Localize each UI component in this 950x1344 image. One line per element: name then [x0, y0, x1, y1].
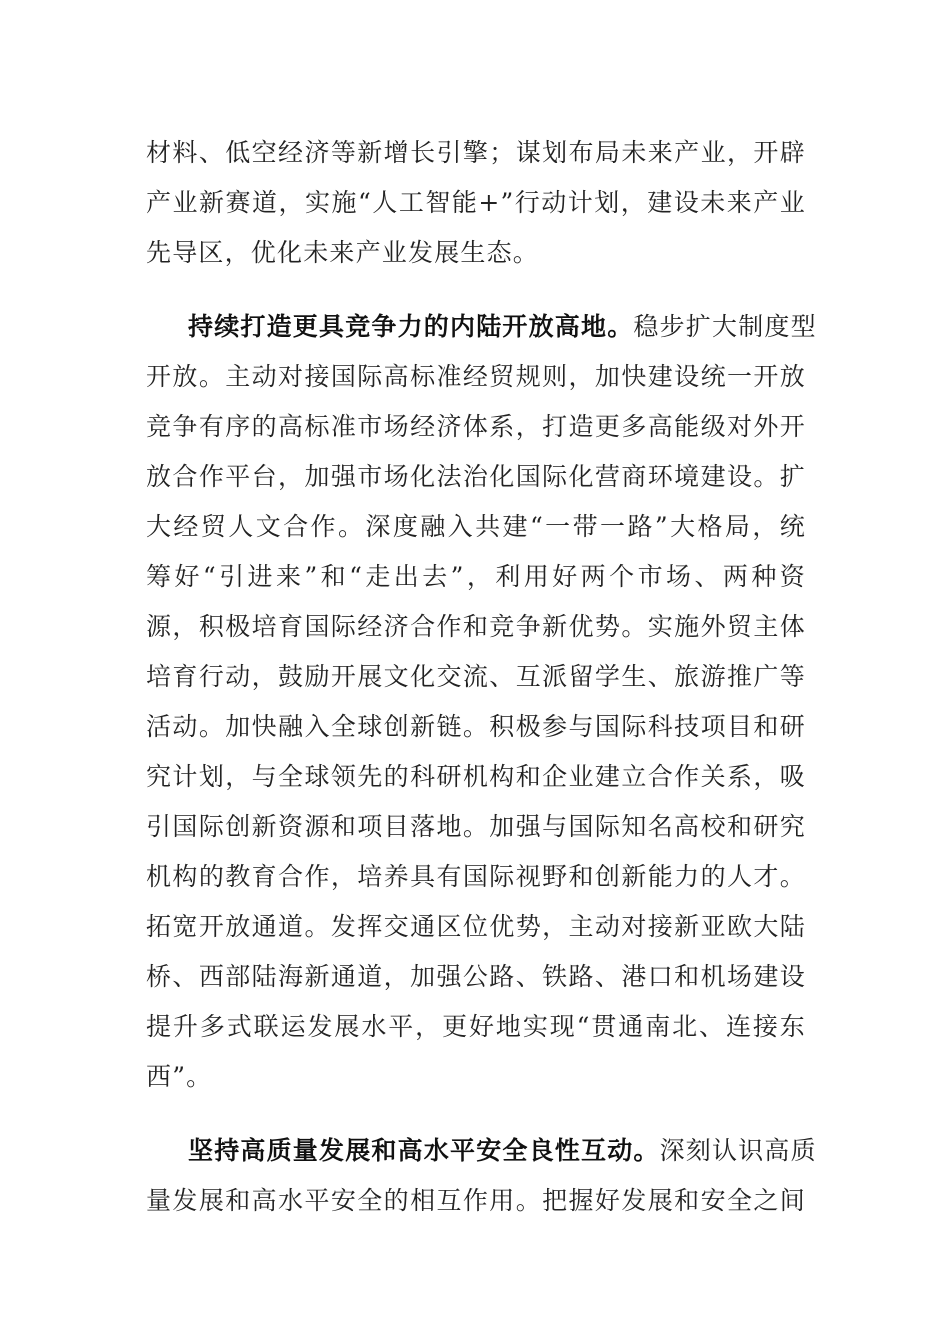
- text-line: 拓宽开放通道。发挥交通区位优势，主动对接新亚欧大陆: [146, 912, 806, 941]
- text-line: 竞争有序的高标准市场经济体系，打造更多高能级对外开: [146, 412, 806, 441]
- text-line: 量发展和高水平安全的相互作用。把握好发展和安全之间: [146, 1186, 806, 1215]
- paragraph-first-line: [146, 1126, 817, 1176]
- text-line: 活动。加快融入全球创新链。积极参与国际科技项目和研: [146, 712, 806, 741]
- text-line: 开放。主动对接国际高标准经贸规则，加快建设统一开放: [146, 362, 806, 391]
- text-line: 材料、低空经济等新增长引擎；谋划布局未来产业，开辟: [146, 138, 806, 167]
- text-line: 西”。: [146, 1062, 213, 1091]
- text-line: 产业新赛道，实施“人工智能+”行动计划，建设未来产业: [146, 188, 806, 217]
- text-line: 放合作平台，加强市场化法治化国际化营商环境建设。扩: [146, 462, 806, 491]
- text-line: 提升多式联运发展水平，更好地实现“贯通南北、连接东: [146, 1012, 806, 1041]
- text-line: 桥、西部陆海新通道，加强公路、铁路、港口和机场建设: [146, 962, 806, 991]
- text-line: 筹好“引进来”和“走出去”，利用好两个市场、两种资: [146, 562, 806, 591]
- section-heading: 持续打造更具竞争力的内陆开放高地。: [188, 312, 634, 341]
- paragraph-2: [146, 302, 817, 1102]
- text-line: 引国际创新资源和项目落地。加强与国际知名高校和研究: [146, 812, 806, 841]
- section-heading: 坚持高质量发展和高水平安全良性互动。: [188, 1136, 660, 1165]
- paragraph-3: [146, 1126, 817, 1226]
- paragraph-1: [146, 128, 806, 278]
- text-run: 稳步扩大制度型: [633, 312, 817, 341]
- text-line: 机构的教育合作，培养具有国际视野和创新能力的人才。: [146, 862, 806, 891]
- text-line: 究计划，与全球领先的科研机构和企业建立合作关系，吸: [146, 762, 806, 791]
- text-line: 大经贸人文合作。深度融入共建“一带一路”大格局，统: [146, 512, 806, 541]
- text-line: 源，积极培育国际经济合作和竞争新优势。实施外贸主体: [146, 612, 806, 641]
- document-body: [146, 128, 817, 1226]
- text-line: 培育行动，鼓励开展文化交流、互派留学生、旅游推广等: [146, 662, 806, 691]
- text-run: 深刻认识高质: [659, 1136, 817, 1165]
- paragraph-first-line: [146, 302, 817, 352]
- text-line: 先导区，优化未来产业发展生态。: [146, 238, 540, 267]
